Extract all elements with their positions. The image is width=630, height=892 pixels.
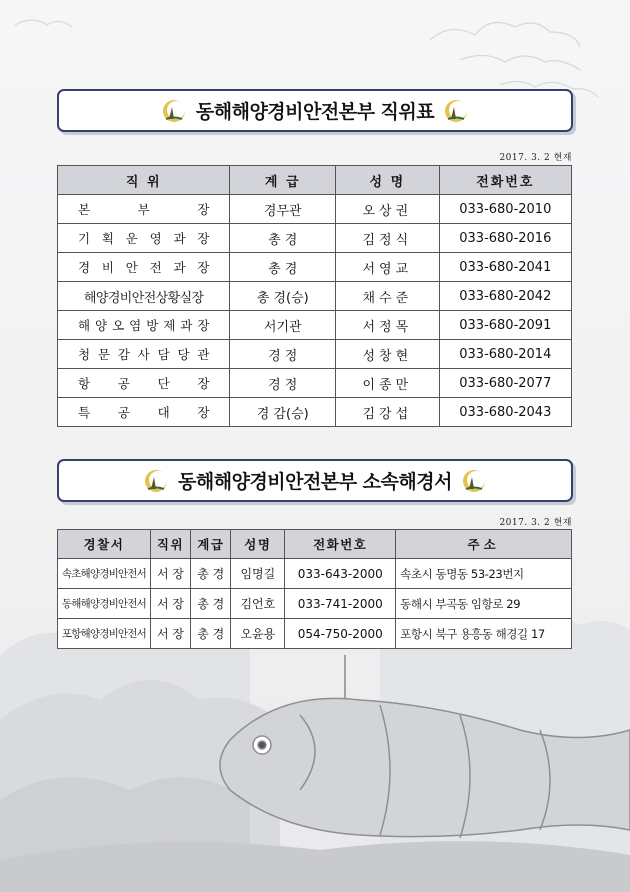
position-cell [58, 253, 230, 282]
section2-date-note: 2017. 3. 2 현재 [499, 518, 572, 528]
table-row [58, 195, 572, 224]
position-char: 영 [149, 231, 162, 246]
position-cell [58, 398, 230, 427]
position-text [58, 345, 229, 363]
position-char: 장 [197, 231, 210, 246]
address-cell: 동해시 부곡동 임항로 29 [396, 589, 572, 619]
grade-cell: 총 경 [191, 559, 231, 589]
phone-cell: 033-741-2000 [285, 589, 396, 619]
phone-cell: 033-680-2014 [439, 340, 571, 369]
phone-cell: 033-680-2091 [439, 311, 571, 340]
position-char: 당 [177, 347, 190, 362]
position-char: 특 [78, 405, 91, 420]
position-char: 장 [197, 260, 210, 275]
position-char: 전 [149, 260, 162, 275]
header-grade: 계급 [191, 530, 231, 559]
position-char: 과 [173, 260, 186, 275]
position-char: 해 [78, 318, 91, 333]
header-name: 성명 [231, 530, 285, 559]
grade-cell: 경 정 [230, 369, 336, 398]
coast-guard-emblem-icon [162, 99, 186, 123]
grade-cell: 경 감(승) [230, 398, 336, 427]
position-cell: 해양경비안전상황실장 [58, 282, 230, 311]
name-cell: 서정목 [336, 311, 440, 340]
table-header-row [58, 530, 572, 559]
section1-title: 동해해양경비안전본부 직위표 [195, 101, 435, 123]
positions-table [57, 165, 572, 427]
name-cell: 성창현 [336, 340, 440, 369]
position-char: 대 [157, 405, 170, 420]
table-row [58, 398, 572, 427]
position-char: 장 [197, 405, 210, 420]
position-char: 문 [97, 347, 110, 362]
coast-guard-emblem-icon [444, 99, 468, 123]
position-char: 공 [117, 405, 130, 420]
phone-cell: 033-680-2041 [439, 253, 571, 282]
position-char: 양 [95, 318, 108, 333]
grade-cell: 총 경 [191, 619, 231, 649]
position-char: 염 [129, 318, 142, 333]
position-char: 청 [78, 347, 91, 362]
coast-guard-emblem-icon [144, 469, 168, 493]
position-cell [58, 195, 230, 224]
name-cell: 오윤용 [231, 619, 285, 649]
phone-cell: 033-643-2000 [285, 559, 396, 589]
position-cell: 서 장 [150, 619, 190, 649]
position-text [58, 229, 229, 247]
table-header-row [58, 166, 572, 195]
table-row [58, 589, 572, 619]
section1-date-note: 2017. 3. 2 현재 [499, 153, 572, 163]
grade-cell: 총 경 [191, 589, 231, 619]
position-char: 안 [125, 260, 138, 275]
table-row [58, 559, 572, 589]
station-cell: 동해해양경비안전서 [58, 589, 151, 619]
phone-cell: 033-680-2010 [439, 195, 571, 224]
cloud-decoration [15, 20, 598, 97]
position-char: 담 [157, 347, 170, 362]
name-cell: 김언호 [231, 589, 285, 619]
header-phone: 전화번호 [439, 166, 571, 195]
position-char: 관 [197, 347, 210, 362]
position-char: 단 [157, 376, 170, 391]
position-char: 장 [197, 376, 210, 391]
table-row [58, 619, 572, 649]
table-row [58, 224, 572, 253]
position-char: 과 [180, 318, 193, 333]
name-cell: 채수준 [336, 282, 440, 311]
stations-table [57, 529, 572, 649]
header-station: 경찰서 [58, 530, 151, 559]
header-phone: 전화번호 [285, 530, 396, 559]
table-row [58, 282, 572, 311]
name-cell: 김강섭 [336, 398, 440, 427]
phone-cell: 033-680-2043 [439, 398, 571, 427]
section2-title: 동해해양경비안전본부 소속해경서 [178, 471, 452, 493]
header-position: 직 위 [58, 166, 230, 195]
grade-cell: 경 정 [230, 340, 336, 369]
position-cell [58, 369, 230, 398]
grade-cell: 서기관 [230, 311, 336, 340]
phone-cell: 054-750-2000 [285, 619, 396, 649]
table-row [58, 369, 572, 398]
position-char: 공 [117, 376, 130, 391]
header-grade: 계 급 [230, 166, 336, 195]
address-cell: 포항시 북구 용흥동 해경길 17 [396, 619, 572, 649]
table-row [58, 253, 572, 282]
position-char: 감 [117, 347, 130, 362]
table-row [58, 340, 572, 369]
position-cell: 서 장 [150, 589, 190, 619]
position-char: 방 [146, 318, 159, 333]
header-position: 직위 [150, 530, 190, 559]
position-char: 본 [78, 202, 91, 217]
position-char: 장 [197, 202, 210, 217]
name-cell: 김정식 [336, 224, 440, 253]
phone-cell: 033-680-2042 [439, 282, 571, 311]
position-char: 경 [78, 260, 91, 275]
section2-title-banner [57, 459, 573, 502]
coast-guard-emblem-icon [462, 469, 486, 493]
position-text [58, 374, 229, 392]
position-char: 운 [125, 231, 138, 246]
grade-cell: 총 경 [230, 253, 336, 282]
position-char: 비 [101, 260, 114, 275]
phone-cell: 033-680-2077 [439, 369, 571, 398]
position-text [58, 200, 229, 218]
position-text [58, 316, 229, 334]
section1-title-banner [57, 89, 573, 132]
station-cell: 속초해양경비안전서 [58, 559, 151, 589]
address-cell: 속초시 동명동 53-23번지 [396, 559, 572, 589]
station-cell: 포항해양경비안전서 [58, 619, 151, 649]
position-char: 항 [78, 376, 91, 391]
grade-cell: 총 경 [230, 224, 336, 253]
position-text [58, 258, 229, 276]
name-cell: 서영교 [336, 253, 440, 282]
table-row [58, 311, 572, 340]
position-char: 기 [78, 231, 91, 246]
position-char: 사 [137, 347, 150, 362]
name-cell: 임명길 [231, 559, 285, 589]
phone-cell: 033-680-2016 [439, 224, 571, 253]
position-cell: 서 장 [150, 559, 190, 589]
position-char: 오 [112, 318, 125, 333]
header-name: 성 명 [336, 166, 440, 195]
header-address: 주소 [396, 530, 572, 559]
grade-cell: 경무관 [230, 195, 336, 224]
name-cell: 이종만 [336, 369, 440, 398]
position-cell [58, 311, 230, 340]
position-cell [58, 224, 230, 253]
grade-cell: 총 경(승) [230, 282, 336, 311]
position-char: 과 [173, 231, 186, 246]
position-cell [58, 340, 230, 369]
position-char: 획 [101, 231, 114, 246]
position-text [58, 403, 229, 421]
position-char: 부 [137, 202, 150, 217]
position-char: 장 [197, 318, 210, 333]
position-char: 제 [163, 318, 176, 333]
name-cell: 오상권 [336, 195, 440, 224]
